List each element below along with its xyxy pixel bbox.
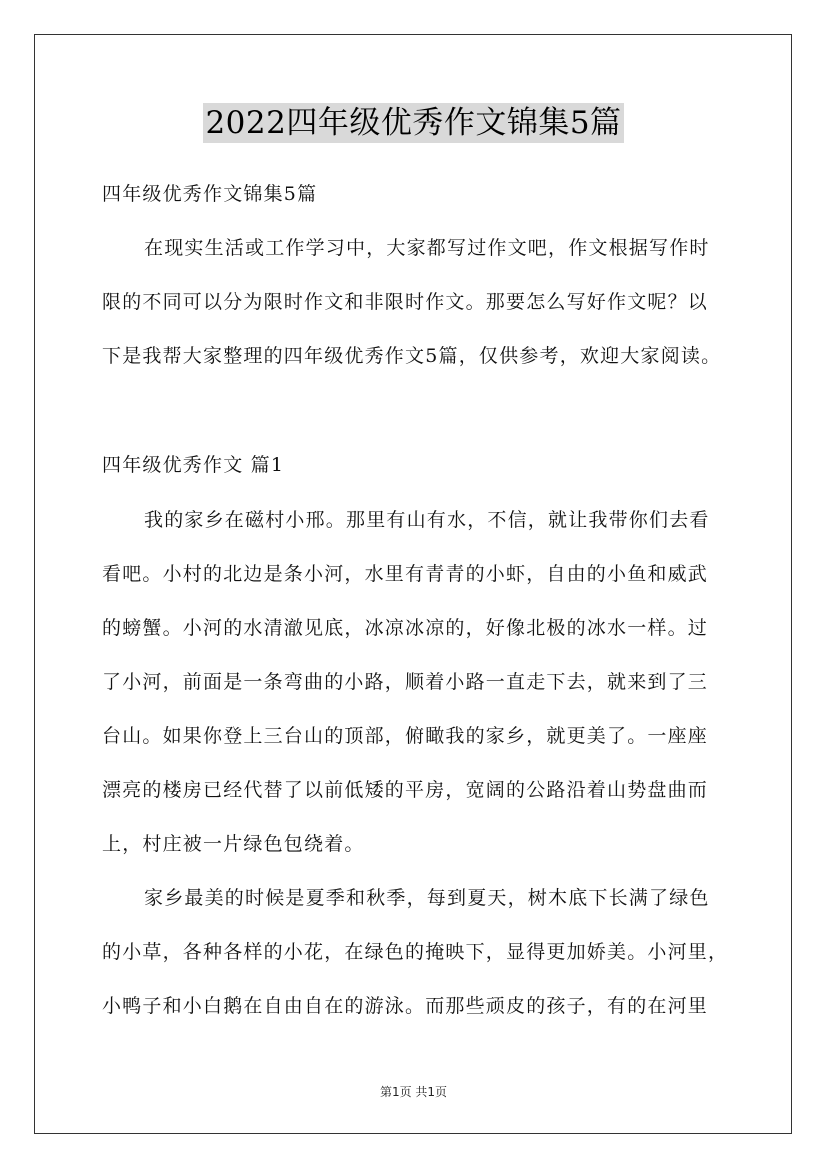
paragraph-line: 台山。如果你登上三台山的顶部，俯瞰我的家乡，就更美了。一座座 <box>102 725 709 747</box>
paragraph-line: 我的家乡在磁村小邢。那里有山有水，不信，就让我带你们去看 <box>144 509 710 531</box>
paragraph-line: 小鸭子和小白鹅在自由自在的游泳。而那些顽皮的孩子，有的在河里 <box>102 995 709 1017</box>
paragraph-line: 的小草，各种各样的小花，在绿色的掩映下，显得更加娇美。小河里， <box>102 941 729 963</box>
intro-line: 限的不同可以分为限时作文和非限时作文。那要怎么写好作文呢？以 <box>102 291 709 313</box>
page-number: 第1页 共1页 <box>379 1085 448 1099</box>
intro-line: 下是我帮大家整理的四年级优秀作文5篇，仅供参考，欢迎大家阅读。 <box>102 345 722 367</box>
paragraph-line: 漂亮的楼房已经代替了以前低矮的平房，宽阔的公路沿着山势盘曲而 <box>102 779 709 801</box>
subtitle: 四年级优秀作文锦集5篇 <box>102 183 318 205</box>
paragraph-line: 了小河，前面是一条弯曲的小路，顺着小路一直走下去，就来到了三 <box>102 671 709 693</box>
paragraph-line: 上，村庄被一片绿色包绕着。 <box>102 833 365 855</box>
paragraph-line: 看吧。小村的北边是条小河，水里有青青的小虾，自由的小鱼和威武 <box>102 563 709 585</box>
paragraph-line: 的螃蟹。小河的水清澈见底，冰凉冰凉的，好像北极的冰水一样。过 <box>102 617 709 639</box>
paragraph-line: 家乡最美的时候是夏季和秋季，每到夏天，树木底下长满了绿色 <box>144 887 710 909</box>
title-container <box>0 103 827 143</box>
essay-heading: 四年级优秀作文 篇1 <box>102 454 285 476</box>
intro-line: 在现实生活或工作学习中，大家都写过作文吧，作文根据写作时 <box>144 237 710 259</box>
document-title: 2022四年级优秀作文锦集5篇 <box>205 105 622 141</box>
